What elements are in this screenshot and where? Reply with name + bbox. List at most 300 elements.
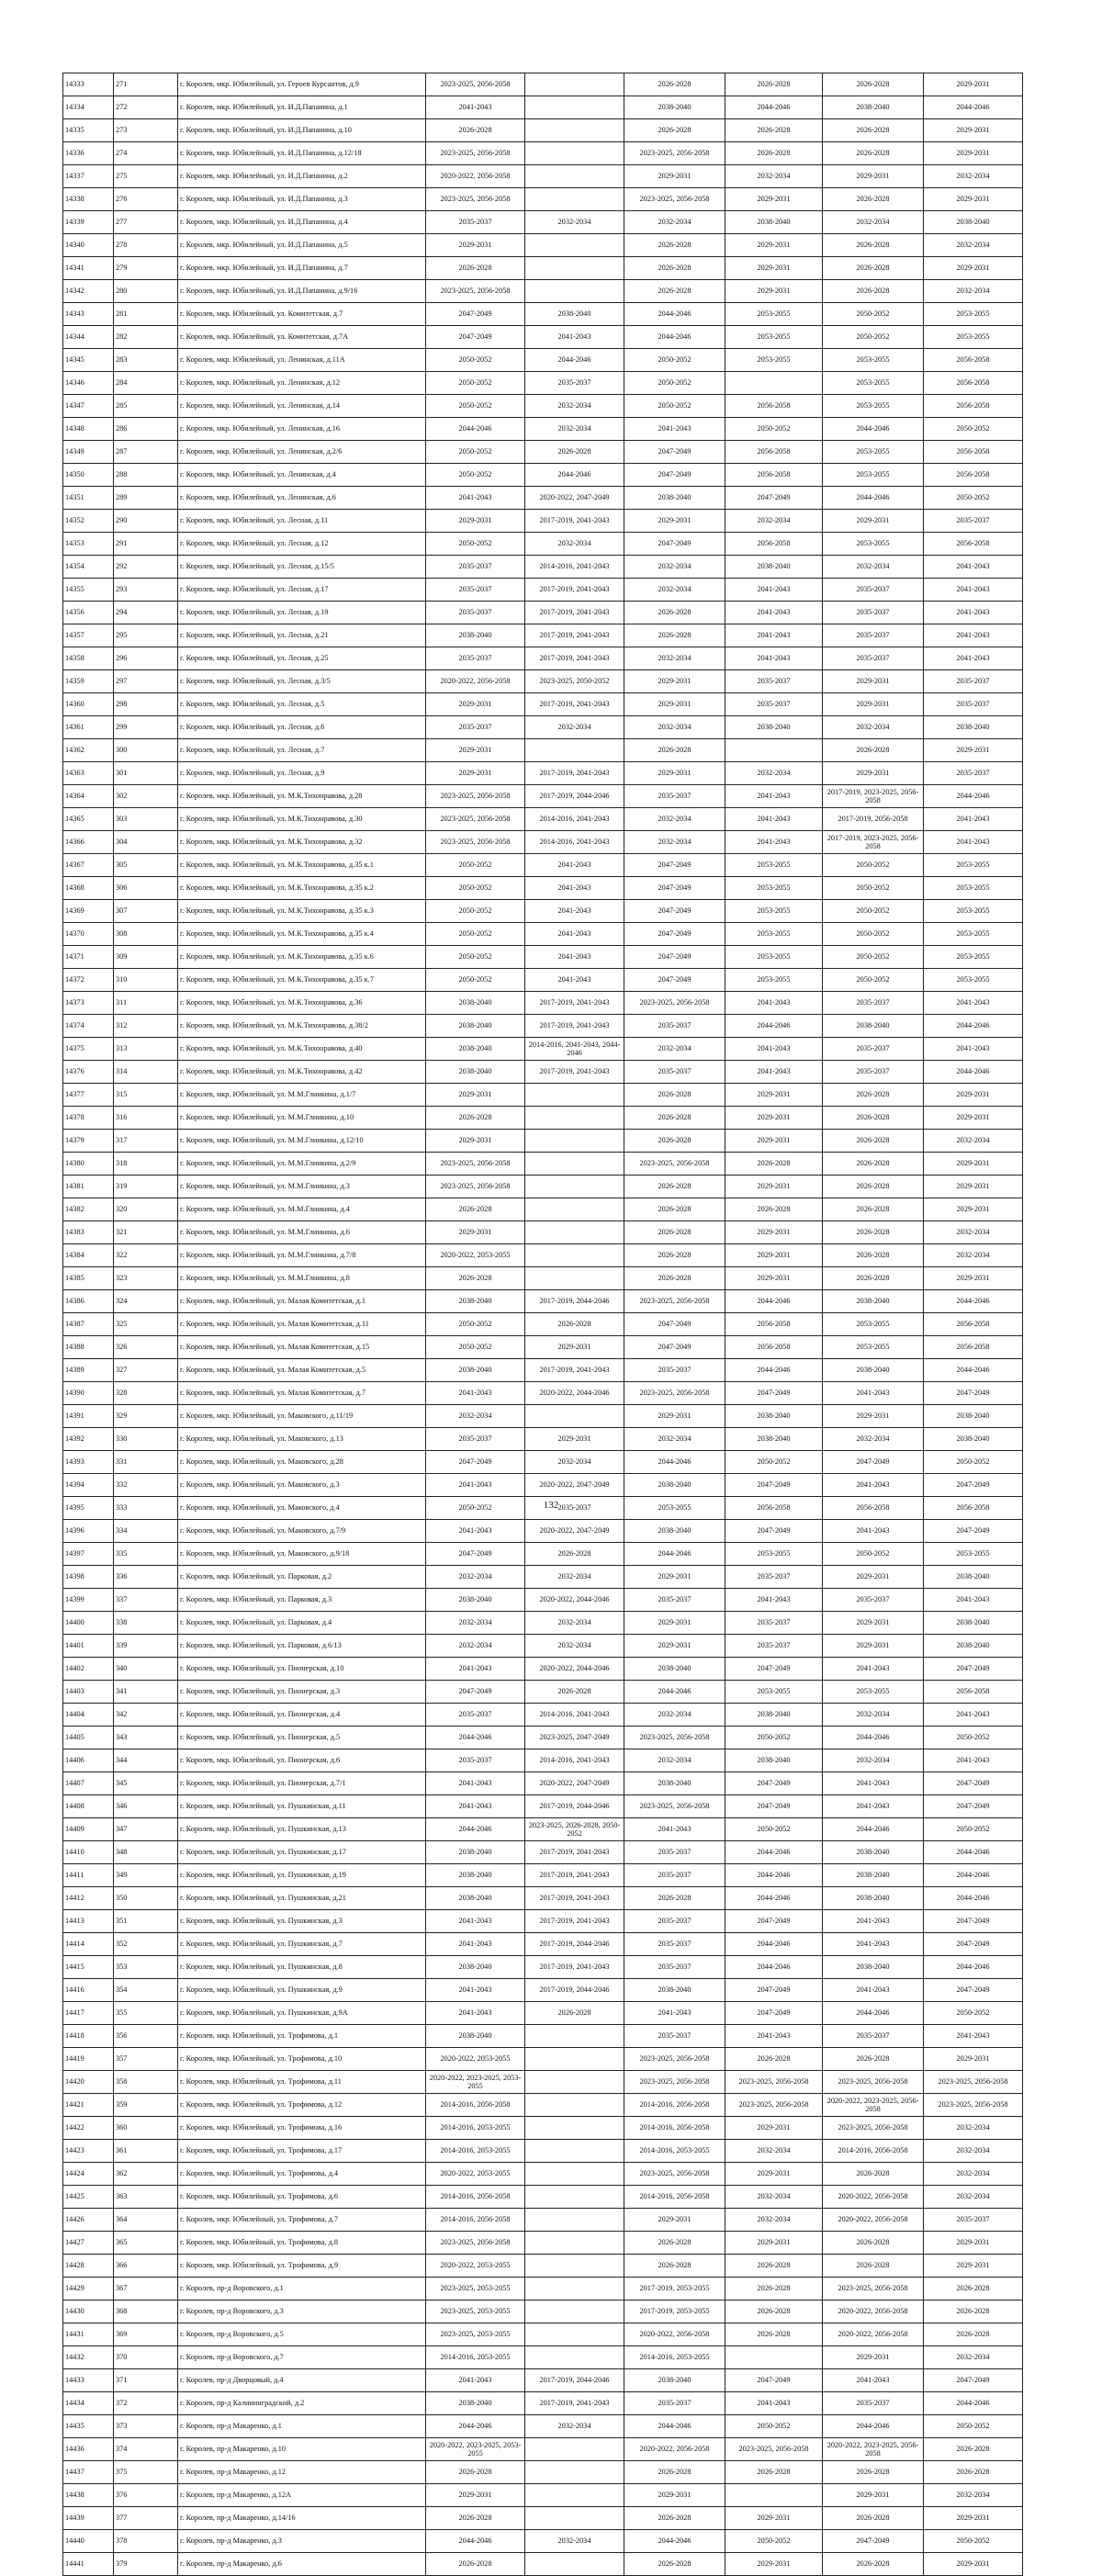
table-cell: 2017-2019, 2053-2055	[624, 2278, 725, 2300]
table-cell: 2026-2028	[823, 1130, 924, 1153]
table-cell: 2050-2052	[725, 2415, 823, 2438]
table-cell: 2035-2037	[624, 1933, 725, 1956]
table-row	[63, 2232, 1023, 2255]
table-cell: 2041-2043	[426, 1520, 525, 1543]
table-cell: 2023-2025, 2056-2058	[426, 1153, 525, 1176]
table-row	[63, 257, 1023, 280]
table-cell: г. Королев, мкр. Юбилейный, ул. М.К.Тихонравова, д.35 к.7	[178, 969, 426, 992]
table-row	[63, 2025, 1023, 2048]
table-cell: 348	[114, 1841, 178, 1864]
table-cell: 287	[114, 441, 178, 464]
table-cell: 2026-2028	[823, 188, 924, 211]
table-cell: 2029-2031	[426, 1084, 525, 1107]
table-cell: 2032-2034	[823, 211, 924, 234]
table-cell: 320	[114, 1198, 178, 1221]
table-cell: 2044-2046	[725, 1015, 823, 1038]
table-cell: 2041-2043	[725, 992, 823, 1015]
table-cell: 14371	[63, 946, 114, 969]
table-cell: 2041-2043	[426, 1795, 525, 1818]
table-cell: 14426	[63, 2209, 114, 2232]
table-cell: 14413	[63, 1910, 114, 1933]
table-cell: 2017-2019, 2056-2058	[823, 808, 924, 831]
table-cell	[725, 372, 823, 395]
table-cell: 309	[114, 946, 178, 969]
table-cell: 14344	[63, 326, 114, 349]
table-cell: 2056-2058	[725, 1336, 823, 1359]
table-cell: 2038-2040	[924, 716, 1023, 739]
table-cell: 14352	[63, 510, 114, 533]
table-cell: 2038-2040	[823, 1841, 924, 1864]
table-cell: г. Королев, мкр. Юбилейный, ул. Лесная, д.17	[178, 579, 426, 602]
table-cell: 2053-2055	[725, 900, 823, 923]
table-cell: 2029-2031	[426, 1221, 525, 1244]
table-cell: г. Королев, мкр. Юбилейный, ул. Трофимова, д.4	[178, 2163, 426, 2186]
table-cell: 2023-2025, 2056-2058	[725, 2438, 823, 2461]
table-cell: 317	[114, 1130, 178, 1153]
table-cell	[525, 165, 624, 188]
table-cell: 2038-2040	[924, 1635, 1023, 1658]
table-cell: 2026-2028	[624, 2255, 725, 2278]
table-cell: г. Королев, мкр. Юбилейный, ул. И.Д.Папанина, д.12/18	[178, 142, 426, 165]
table-cell: 2044-2046	[426, 418, 525, 441]
table-row	[63, 1635, 1023, 1658]
table-cell: 2026-2028	[823, 2048, 924, 2071]
table-cell: 14399	[63, 1589, 114, 1612]
table-cell: 2041-2043	[823, 1658, 924, 1681]
table-row	[63, 1589, 1023, 1612]
table-cell: 2053-2055	[725, 946, 823, 969]
table-cell: 14414	[63, 1933, 114, 1956]
table-cell: г. Королев, мкр. Юбилейный, ул. М.К.Тихонравова, д.32	[178, 831, 426, 854]
table-cell: 301	[114, 762, 178, 785]
table-cell	[525, 96, 624, 119]
table-cell	[525, 234, 624, 257]
table-row	[63, 2553, 1023, 2576]
table-cell: 14387	[63, 1313, 114, 1336]
table-cell: г. Королев, мкр. Юбилейный, ул. Комитетская, д.7	[178, 303, 426, 326]
table-cell: 2035-2037	[823, 1589, 924, 1612]
table-cell: 331	[114, 1451, 178, 1474]
table-cell: 2014-2016, 2053-2055	[426, 2140, 525, 2163]
table-cell: г. Королев, мкр. Юбилейный, ул. Пушкинская, д.19	[178, 1864, 426, 1887]
table-cell: 2020-2022, 2023-2025, 2053-2055	[426, 2438, 525, 2461]
table-cell: 2035-2037	[725, 1566, 823, 1589]
table-cell: 2050-2052	[426, 900, 525, 923]
table-cell: г. Королев, мкр. Юбилейный, ул. Лесная, д.9	[178, 762, 426, 785]
table-cell: 2026-2028	[725, 2461, 823, 2484]
table-cell: 2041-2043	[426, 2002, 525, 2025]
table-cell: 2047-2049	[924, 1979, 1023, 2002]
table-row	[63, 395, 1023, 418]
table-row	[63, 1474, 1023, 1497]
table-cell: 2026-2028	[426, 1107, 525, 1130]
table-cell: 14341	[63, 257, 114, 280]
table-cell: 2050-2052	[823, 946, 924, 969]
table-cell: г. Королев, мкр. Юбилейный, ул. Пионерская, д.10	[178, 1658, 426, 1681]
table-cell: 2047-2049	[924, 1772, 1023, 1795]
table-cell: 2029-2031	[725, 1221, 823, 1244]
table-cell: 2044-2046	[725, 1359, 823, 1382]
table-cell: 14380	[63, 1153, 114, 1176]
table-cell: 2020-2022, 2056-2058	[823, 2186, 924, 2209]
table-cell: 2014-2016, 2053-2055	[624, 2140, 725, 2163]
table-cell: 2050-2052	[924, 1727, 1023, 1749]
table-cell: 379	[114, 2553, 178, 2576]
table-cell: 2017-2019, 2053-2055	[624, 2300, 725, 2323]
table-cell	[525, 2255, 624, 2278]
table-cell: 2026-2028	[624, 1107, 725, 1130]
table-cell: г. Королев, мкр. Юбилейный, ул. Маковского, д.13	[178, 1428, 426, 1451]
table-cell: 2047-2049	[823, 1451, 924, 1474]
table-cell: 2023-2025, 2056-2058	[624, 1382, 725, 1405]
table-cell: 2032-2034	[924, 2163, 1023, 2186]
table-cell: 2029-2031	[924, 257, 1023, 280]
table-cell: 2020-2022, 2044-2046	[525, 1382, 624, 1405]
table-cell: 2038-2040	[426, 1887, 525, 1910]
table-row	[63, 716, 1023, 739]
table-cell: 14409	[63, 1818, 114, 1841]
table-cell: г. Королев, мкр. Юбилейный, ул. Лесная, д.21	[178, 624, 426, 647]
table-cell: 2035-2037	[624, 1910, 725, 1933]
table-cell: 2017-2019, 2044-2046	[525, 1933, 624, 1956]
table-cell: 2029-2031	[823, 2484, 924, 2507]
table-row	[63, 487, 1023, 510]
table-cell: 2023-2025, 2050-2052	[525, 670, 624, 693]
table-cell	[525, 1084, 624, 1107]
table-cell: г. Королев, мкр. Юбилейный, ул. Маковского, д.4	[178, 1497, 426, 1520]
table-cell: 2023-2025, 2053-2055	[426, 2300, 525, 2323]
table-cell: 328	[114, 1382, 178, 1405]
table-cell: 2041-2043	[823, 1910, 924, 1933]
table-cell: 327	[114, 1359, 178, 1382]
table-cell: 14438	[63, 2484, 114, 2507]
table-cell: 2026-2028	[525, 1313, 624, 1336]
table-cell: 2029-2031	[525, 1428, 624, 1451]
table-cell: г. Королев, пр-д Воровского, д.1	[178, 2278, 426, 2300]
table-cell: 2026-2028	[624, 1198, 725, 1221]
table-cell: 2041-2043	[725, 602, 823, 624]
table-cell: 2041-2043	[725, 579, 823, 602]
table-row	[63, 693, 1023, 716]
table-cell: 2026-2028	[624, 1130, 725, 1153]
table-cell: 2020-2022, 2056-2058	[624, 2438, 725, 2461]
table-cell: г. Королев, мкр. Юбилейный, ул. Трофимова, д.6	[178, 2186, 426, 2209]
table-cell: 2050-2052	[823, 1543, 924, 1566]
table-cell: 2050-2052	[823, 326, 924, 349]
table-cell: 2041-2043	[725, 808, 823, 831]
table-cell: 324	[114, 1290, 178, 1313]
table-cell: 2026-2028	[924, 2278, 1023, 2300]
table-cell: г. Королев, мкр. Юбилейный, ул. Лесная, д.3/5	[178, 670, 426, 693]
table-cell: 14339	[63, 211, 114, 234]
table-cell: 2014-2016, 2041-2043	[525, 831, 624, 854]
table-cell: 14415	[63, 1956, 114, 1979]
table-cell: 2038-2040	[725, 1704, 823, 1727]
table-cell: 2035-2037	[624, 785, 725, 808]
table-cell	[525, 257, 624, 280]
table-cell: 14419	[63, 2048, 114, 2071]
table-cell: 2044-2046	[725, 1956, 823, 1979]
table-cell: 2026-2028	[823, 1107, 924, 1130]
table-cell: 2050-2052	[426, 464, 525, 487]
table-cell: 14369	[63, 900, 114, 923]
table-cell: 371	[114, 2369, 178, 2392]
table-cell: 2035-2037	[624, 2025, 725, 2048]
table-cell: 2017-2019, 2041-2043	[525, 1887, 624, 1910]
table-cell: 2047-2049	[725, 1772, 823, 1795]
table-row	[63, 2140, 1023, 2163]
table-cell: 2047-2049	[426, 1543, 525, 1566]
table-cell: г. Королев, мкр. Юбилейный, ул. Малая Комитетская, д.1	[178, 1290, 426, 1313]
table-cell: 2047-2049	[725, 1474, 823, 1497]
table-cell: 14410	[63, 1841, 114, 1864]
page-number: 132	[543, 1500, 559, 1511]
table-cell: 2023-2025, 2056-2058	[624, 2163, 725, 2186]
table-cell: 2044-2046	[624, 2530, 725, 2553]
table-cell: 340	[114, 1658, 178, 1681]
table-row	[63, 579, 1023, 602]
table-cell: г. Королев, пр-д Воровского, д.3	[178, 2300, 426, 2323]
table-cell: 14360	[63, 693, 114, 716]
table-row	[63, 1198, 1023, 1221]
table-cell: 2050-2052	[426, 372, 525, 395]
table-cell: 2014-2016, 2041-2043	[525, 556, 624, 579]
table-cell: 2038-2040	[924, 1405, 1023, 1428]
table-cell: 2035-2037	[624, 1589, 725, 1612]
table-cell: г. Королев, мкр. Юбилейный, ул. Пушкинская, д.9А	[178, 2002, 426, 2025]
table-row	[63, 2278, 1023, 2300]
table-cell: г. Королев, мкр. Юбилейный, ул. Ленинская, д.11А	[178, 349, 426, 372]
table-cell: 2032-2034	[924, 2117, 1023, 2140]
table-cell: 2035-2037	[624, 1015, 725, 1038]
table-cell: 2023-2025, 2056-2058	[725, 2071, 823, 2094]
table-cell: 2032-2034	[525, 1635, 624, 1658]
table-cell: 2032-2034	[823, 556, 924, 579]
table-cell: 14441	[63, 2553, 114, 2576]
table-cell: 290	[114, 510, 178, 533]
table-cell: 2020-2022, 2056-2058	[426, 670, 525, 693]
table-cell: г. Королев, пр-д Воровского, д.5	[178, 2323, 426, 2346]
table-cell: 14432	[63, 2346, 114, 2369]
table-cell: 2038-2040	[426, 1864, 525, 1887]
table-cell: 2014-2016, 2056-2058	[426, 2094, 525, 2117]
table-cell: 2017-2019, 2044-2046	[525, 1290, 624, 1313]
table-cell	[525, 2071, 624, 2094]
table-cell: 2041-2043	[823, 2369, 924, 2392]
table-cell: 2032-2034	[624, 1749, 725, 1772]
table-row	[63, 1221, 1023, 1244]
table-cell: 2020-2022, 2023-2025, 2056-2058	[823, 2094, 924, 2117]
table-cell: 2020-2022, 2053-2055	[426, 1244, 525, 1267]
table-cell: 2041-2043	[924, 602, 1023, 624]
table-cell	[525, 119, 624, 142]
table-cell: 2047-2049	[624, 1336, 725, 1359]
table-cell: 2017-2019, 2041-2043	[525, 1864, 624, 1887]
table-cell: 2026-2028	[624, 602, 725, 624]
table-cell: 2053-2055	[725, 854, 823, 877]
table-cell: 2023-2025, 2053-2055	[426, 2323, 525, 2346]
table-cell: 2035-2037	[924, 2209, 1023, 2232]
table-cell: 2026-2028	[624, 234, 725, 257]
table-cell	[725, 2484, 823, 2507]
table-cell: 2023-2025, 2056-2058	[426, 785, 525, 808]
table-cell: 2026-2028	[823, 73, 924, 96]
table-cell: 2029-2031	[624, 1635, 725, 1658]
table-cell: 2035-2037	[725, 1635, 823, 1658]
table-cell: г. Королев, мкр. Юбилейный, ул. М.М.Глинкина, д.2/9	[178, 1153, 426, 1176]
table-cell: 2047-2049	[924, 1382, 1023, 1405]
table-cell: 2050-2052	[924, 2530, 1023, 2553]
table-cell: 2041-2043	[725, 624, 823, 647]
table-cell: 2026-2028	[624, 624, 725, 647]
table-cell: 14335	[63, 119, 114, 142]
table-cell: 2050-2052	[426, 854, 525, 877]
table-cell: 350	[114, 1887, 178, 1910]
table-cell: 14437	[63, 2461, 114, 2484]
table-cell: 2047-2049	[924, 1520, 1023, 1543]
table-cell: г. Королев, мкр. Юбилейный, ул. Пионерская, д.4	[178, 1704, 426, 1727]
table-cell: 2014-2016, 2056-2058	[624, 2117, 725, 2140]
table-cell: 14401	[63, 1635, 114, 1658]
table-cell: 2038-2040	[823, 1956, 924, 1979]
table-cell: 2044-2046	[426, 2530, 525, 2553]
table-cell: 14411	[63, 1864, 114, 1887]
table-cell: г. Королев, мкр. Юбилейный, ул. Малая Комитетская, д.7	[178, 1382, 426, 1405]
table-cell: 2050-2052	[426, 1313, 525, 1336]
table-row	[63, 1359, 1023, 1382]
table-cell: 325	[114, 1313, 178, 1336]
table-row	[63, 1658, 1023, 1681]
table-cell: 14345	[63, 349, 114, 372]
table-cell: 2041-2043	[426, 2369, 525, 2392]
table-cell: 2053-2055	[924, 303, 1023, 326]
table-row	[63, 1772, 1023, 1795]
table-cell: 313	[114, 1038, 178, 1061]
table-cell: 2050-2052	[823, 854, 924, 877]
table-cell: 2038-2040	[725, 716, 823, 739]
table-cell: 2044-2046	[823, 2415, 924, 2438]
table-cell: 14355	[63, 579, 114, 602]
table-cell	[525, 142, 624, 165]
table-cell: 2023-2025, 2056-2058	[624, 1290, 725, 1313]
table-cell: 2041-2043	[725, 1589, 823, 1612]
table-cell: г. Королев, мкр. Юбилейный, ул. М.К.Тихонравова, д.42	[178, 1061, 426, 1084]
table-cell: 2014-2016, 2041-2043	[525, 808, 624, 831]
table-cell: 2026-2028	[624, 2461, 725, 2484]
table-cell: 2041-2043	[823, 1382, 924, 1405]
table-cell: г. Королев, мкр. Юбилейный, ул. Пушкинская, д.11	[178, 1795, 426, 1818]
table-cell: 2044-2046	[624, 303, 725, 326]
table-row	[63, 1543, 1023, 1566]
table-cell: 2032-2034	[426, 1566, 525, 1589]
table-cell: 14420	[63, 2071, 114, 2094]
table-cell: 2044-2046	[426, 2415, 525, 2438]
table-cell: 2050-2052	[823, 923, 924, 946]
table-cell: 14350	[63, 464, 114, 487]
table-cell: г. Королев, мкр. Юбилейный, ул. Трофимова, д.9	[178, 2255, 426, 2278]
table-cell: 2020-2022, 2047-2049	[525, 1520, 624, 1543]
table-cell: 276	[114, 188, 178, 211]
table-cell: г. Королев, мкр. Юбилейный, ул. Пушкинская, д.9	[178, 1979, 426, 2002]
schedule-table-container	[62, 73, 1022, 2576]
table-cell: г. Королев, мкр. Юбилейный, ул. Ленинская, д.16	[178, 418, 426, 441]
table-cell: г. Королев, мкр. Юбилейный, ул. М.М.Глинкина, д.3	[178, 1176, 426, 1198]
table-cell: 2050-2052	[725, 1727, 823, 1749]
table-cell	[525, 2025, 624, 2048]
table-cell: 2017-2019, 2044-2046	[525, 1979, 624, 2002]
table-cell: 2035-2037	[823, 2025, 924, 2048]
table-row	[63, 670, 1023, 693]
table-cell: 2038-2040	[624, 1520, 725, 1543]
table-cell: 2047-2049	[624, 946, 725, 969]
table-cell: 2038-2040	[823, 1290, 924, 1313]
table-cell: 2038-2040	[924, 1612, 1023, 1635]
table-cell: 2041-2043	[725, 1038, 823, 1061]
table-cell: 2032-2034	[823, 716, 924, 739]
table-cell: 2050-2052	[924, 1451, 1023, 1474]
table-row	[63, 119, 1023, 142]
table-cell: 2053-2055	[924, 946, 1023, 969]
table-cell: 2029-2031	[525, 1336, 624, 1359]
table-cell: г. Королев, мкр. Юбилейный, ул. М.К.Тихонравова, д.38/2	[178, 1015, 426, 1038]
table-cell: 2023-2025, 2056-2058	[823, 2071, 924, 2094]
table-cell: 357	[114, 2048, 178, 2071]
table-cell: 2017-2019, 2041-2043	[525, 762, 624, 785]
table-row	[63, 2415, 1023, 2438]
table-cell: 14429	[63, 2278, 114, 2300]
table-cell: 2041-2043	[624, 418, 725, 441]
table-cell: 2017-2019, 2041-2043	[525, 1910, 624, 1933]
table-cell: 2026-2028	[426, 2553, 525, 2576]
table-cell	[525, 2438, 624, 2461]
table-cell: 2047-2049	[426, 1681, 525, 1704]
table-cell: 2041-2043	[823, 1795, 924, 1818]
table-cell: 2026-2028	[624, 2232, 725, 2255]
table-body	[63, 73, 1023, 2576]
table-row	[63, 1038, 1023, 1061]
table-cell: 2056-2058	[924, 349, 1023, 372]
table-cell: 2032-2034	[725, 165, 823, 188]
table-cell: 2023-2025, 2056-2058	[426, 188, 525, 211]
table-cell: 2026-2028	[426, 119, 525, 142]
table-cell: 2038-2040	[426, 1061, 525, 1084]
table-cell: г. Королев, мкр. Юбилейный, ул. Трофимова, д.11	[178, 2071, 426, 2094]
table-cell: 2029-2031	[924, 1153, 1023, 1176]
table-cell: 2053-2055	[725, 877, 823, 900]
table-cell: 2026-2028	[525, 1543, 624, 1566]
table-cell: 2047-2049	[823, 2530, 924, 2553]
table-cell: 363	[114, 2186, 178, 2209]
table-cell: г. Королев, мкр. Юбилейный, ул. М.М.Глинкина, д.7/8	[178, 1244, 426, 1267]
table-cell: 378	[114, 2530, 178, 2553]
table-cell: 2029-2031	[624, 510, 725, 533]
table-cell: г. Королев, мкр. Юбилейный, ул. Пушкинская, д.7	[178, 1933, 426, 1956]
table-cell: 2026-2028	[823, 234, 924, 257]
table-cell: 2026-2028	[725, 1153, 823, 1176]
table-cell: 277	[114, 211, 178, 234]
table-cell: 2047-2049	[924, 1910, 1023, 1933]
table-cell: 271	[114, 73, 178, 96]
table-row	[63, 1267, 1023, 1290]
table-row	[63, 2346, 1023, 2369]
table-cell: 2035-2037	[725, 670, 823, 693]
table-cell: 2038-2040	[426, 992, 525, 1015]
table-cell	[525, 2461, 624, 2484]
table-cell: 14427	[63, 2232, 114, 2255]
table-cell: 2026-2028	[924, 2300, 1023, 2323]
table-cell: 369	[114, 2323, 178, 2346]
table-cell: 2035-2037	[823, 2392, 924, 2415]
